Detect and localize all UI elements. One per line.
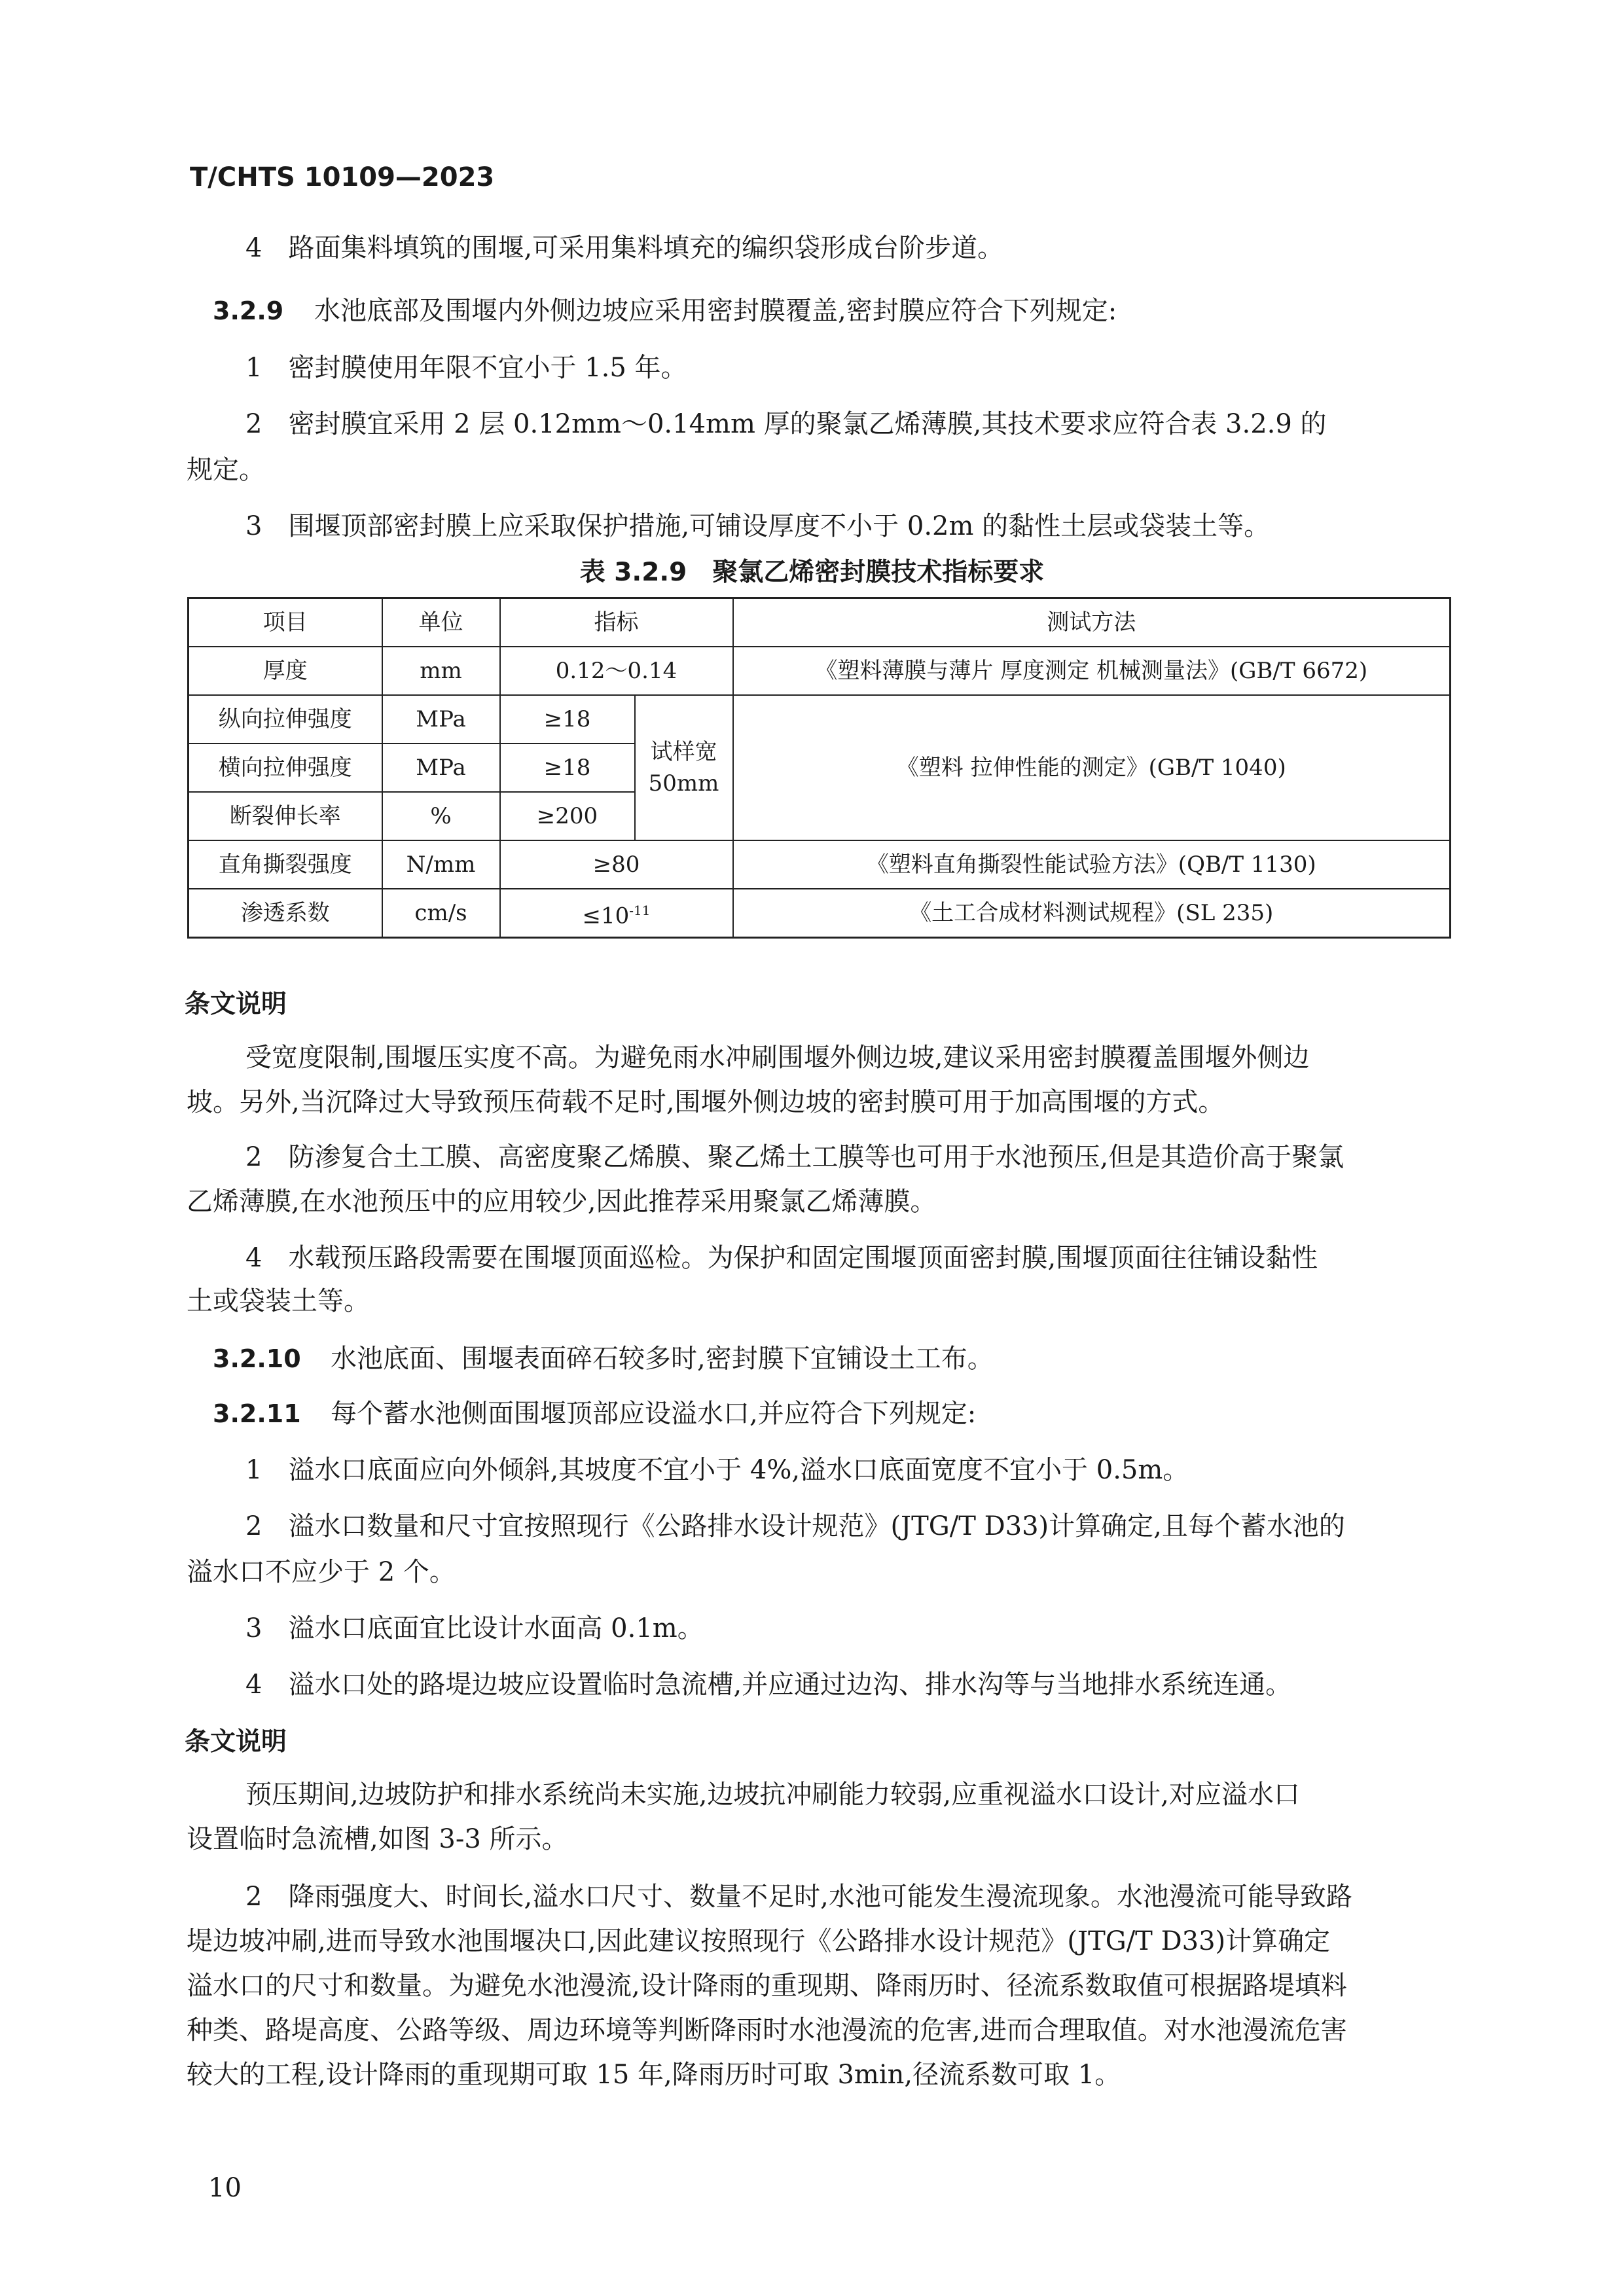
cell-item: 直角撕裂强度: [189, 840, 382, 889]
cell-index: ≥200: [500, 792, 635, 840]
specimen-note-line-1: 试样宽: [650, 739, 717, 765]
commentary-1-p3-line-2: 土或袋装土等。: [187, 1286, 370, 1316]
cell-item: 断裂伸长率: [189, 792, 382, 840]
spec-table: [187, 597, 1451, 939]
cell-method: 《土工合成材料测试规程》(SL 235): [733, 889, 1451, 938]
commentary-1-p2-line-1: 2 防渗复合土工膜、高密度聚乙烯膜、聚乙烯土工膜等也可用于水池预压,但是其造价高于聚氯: [245, 1142, 1344, 1172]
cell-item: 纵向拉伸强度: [189, 695, 382, 744]
commentary-2-p2-line-4: 种类、路堤高度、公路等级、周边环境等判断降雨时水池漫流的危害,进而合理取值。对水池漫流危害: [187, 2015, 1347, 2045]
cell-method: 《塑料薄膜与薄片 厚度测定 机械测量法》(GB/T 6672): [733, 647, 1451, 695]
section-3-2-9-item-3: 3 围堰顶部密封膜上应采取保护措施,可铺设厚度不小于 0.2m 的黏性土层或袋装土等。: [245, 511, 1271, 541]
commentary-2-p1-line-2: 设置临时急流槽,如图 3-3 所示。: [187, 1824, 568, 1854]
cell-specimen-width-note: [635, 695, 733, 840]
section-3-2-11-text: 每个蓄水池侧面围堰顶部应设溢水口,并应符合下列规定:: [331, 1399, 977, 1429]
table-row: [189, 695, 1451, 744]
cell-method: 《塑料直角撕裂性能试验方法》(QB/T 1130): [733, 840, 1451, 889]
commentary-1-p1-line-1: 受宽度限制,围堰压实度不高。为避免雨水冲刷围堰外侧边坡,建议采用密封膜覆盖围堰外侧边: [245, 1043, 1310, 1073]
commentary-1-p1-line-2: 坡。另外,当沉降过大导致预压荷载不足时,围堰外侧边坡的密封膜可用于加高围堰的方式。: [187, 1087, 1225, 1117]
section-3-2-9-item-2-cont: 规定。: [187, 455, 265, 485]
section-3-2-9-number: 3.2.9: [213, 296, 284, 325]
cell-unit: MPa: [382, 695, 500, 744]
commentary-2-p2-line-3: 溢水口的尺寸和数量。为避免水池漫流,设计降雨的重现期、降雨历时、径流系数取值可根据路堤填料: [187, 1971, 1347, 2001]
cell-item: 渗透系数: [189, 889, 382, 938]
commentary-1-p3-line-1: 4 水载预压路段需要在围堰顶面巡检。为保护和固定围堰顶面密封膜,围堰顶面往往铺设黏性: [245, 1243, 1318, 1273]
commentary-2-p2-line-5: 较大的工程,设计降雨的重现期可取 15 年,降雨历时可取 3min,径流系数可取 1。: [187, 2060, 1121, 2090]
table-row: [189, 647, 1451, 695]
page-header-code: T/CHTS 10109—2023: [190, 162, 495, 192]
header-method: 测试方法: [733, 598, 1451, 647]
section-3-2-9-text: 水池底部及围堰内外侧边坡应采用密封膜覆盖,密封膜应符合下列规定:: [314, 296, 1117, 326]
section-3-2-11-item-2-cont: 溢水口不应少于 2 个。: [187, 1557, 456, 1587]
cell-unit: mm: [382, 647, 500, 695]
cell-index: ≥80: [500, 840, 733, 889]
header-unit: 单位: [382, 598, 500, 647]
table-header-row: [189, 598, 1451, 647]
table-row: [189, 889, 1451, 938]
section-3-2-9-item-1: 1 密封膜使用年限不宜小于 1.5 年。: [245, 353, 687, 383]
section-3-2-10-number: 3.2.10: [213, 1344, 301, 1373]
cell-unit: N/mm: [382, 840, 500, 889]
section-3-2-11-item-2: 2 溢水口数量和尺寸宜按照现行《公路排水设计规范》(JTG/T D33)计算确定,且每个蓄水池的: [245, 1511, 1345, 1541]
index-exponent: -11: [629, 902, 651, 918]
section-3-2-11-item-1: 1 溢水口底面应向外倾斜,其坡度不宜小于 4%,溢水口底面宽度不宜小于 0.5m。: [245, 1455, 1189, 1485]
commentary-heading-1: 条文说明: [185, 990, 287, 1019]
cell-unit: MPa: [382, 744, 500, 792]
section-3-2-11-number: 3.2.11: [213, 1399, 301, 1428]
section-3-2-11-item-3: 3 溢水口底面宜比设计水面高 0.1m。: [245, 1613, 704, 1643]
commentary-2-p2-line-1: 2 降雨强度大、时间长,溢水口尺寸、数量不足时,水池可能发生漫流现象。水池漫流可能导致路: [245, 1882, 1352, 1912]
section-3-2-10-text: 水池底面、围堰表面碎石较多时,密封膜下宜铺设土工布。: [331, 1344, 994, 1374]
header-index: 指标: [500, 598, 733, 647]
cell-method: 《塑料 拉伸性能的测定》(GB/T 1040): [733, 695, 1451, 840]
commentary-2-p2-line-2: 堤边坡冲刷,进而导致水池围堰决口,因此建议按照现行《公路排水设计规范》(JTG/T D33)计算确定: [187, 1926, 1331, 1956]
cell-index: 0.12～0.14: [500, 647, 733, 695]
header-item: 项目: [189, 598, 382, 647]
table-row: [189, 840, 1451, 889]
cell-unit: %: [382, 792, 500, 840]
cell-index: ≥18: [500, 744, 635, 792]
section-3-2-11-item-4: 4 溢水口处的路堤边坡应设置临时急流槽,并应通过边沟、排水沟等与当地排水系统连通。: [245, 1670, 1292, 1700]
cell-unit: cm/s: [382, 889, 500, 938]
commentary-heading-2: 条文说明: [185, 1727, 287, 1757]
cell-index: [500, 889, 733, 938]
cell-index: ≥18: [500, 695, 635, 744]
section-3-2-9-item-2: 2 密封膜宜采用 2 层 0.12mm～0.14mm 厚的聚氯乙烯薄膜,其技术要求应符合表 3.2.9 的: [245, 409, 1327, 439]
item-4-embankment: 4 路面集料填筑的围堰,可采用集料填充的编织袋形成台阶步道。: [245, 233, 1004, 263]
commentary-1-p2-line-2: 乙烯薄膜,在水池预压中的应用较少,因此推荐采用聚氯乙烯薄膜。: [187, 1187, 937, 1217]
cell-item: 横向拉伸强度: [189, 744, 382, 792]
cell-item: 厚度: [189, 647, 382, 695]
page-number: 10: [208, 2173, 242, 2203]
commentary-2-p1-line-1: 预压期间,边坡防护和排水系统尚未实施,边坡抗冲刷能力较弱,应重视溢水口设计,对应溢水口: [245, 1780, 1300, 1810]
specimen-note-line-2: 50mm: [648, 770, 719, 797]
index-base: ≤10: [582, 903, 630, 929]
table-caption: 表 3.2.9 聚氯乙烯密封膜技术指标要求: [579, 558, 1045, 587]
